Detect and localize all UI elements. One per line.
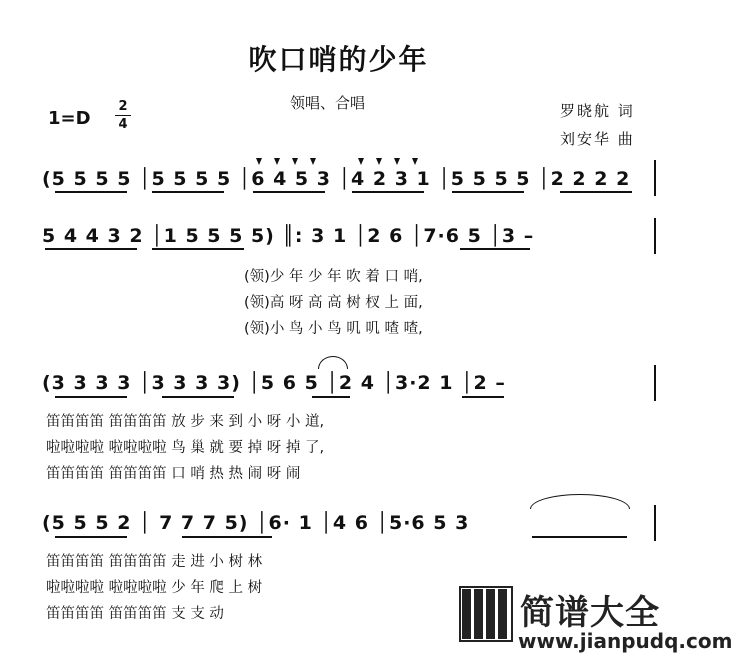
notes-row-4: (5 5 5 2 │ 7 7 7 5) │6· 1 │4 6 │5·6 5 3 [42,512,470,534]
meter-line [115,115,131,116]
beam-line [312,396,350,398]
notes-row-1: (5 5 5 5 │5 5 5 5 │6 4 5 3 │4 2 3 1 │5 5 5 5 │2 2 2 2 [42,168,631,190]
lyric-line: (领)高 呀 高 高 树 杈 上 面, [244,295,423,311]
lyric-line: 笛笛笛笛 笛笛笛笛 支 支 动 [46,606,224,622]
accent-mark [358,158,364,165]
piano-keys-icon [458,585,514,645]
watermark-url: www.jianpudq.com [518,629,732,653]
beam-line [45,248,137,250]
beam-line [462,396,504,398]
lyric-line: 笛笛笛笛 笛笛笛笛 放 步 来 到 小 呀 小 道, [46,414,325,430]
tie-mark [530,494,630,509]
accent-mark [394,158,400,165]
accent-mark [292,158,298,165]
beam-line [253,191,325,193]
bar-line [654,365,656,401]
beam-line [55,536,127,538]
notes-row-3: (3 3 3 3 │3 3 3 3) │5 6 5 │2 4 │3·2 1 │2 – [42,372,506,394]
lyric-line: 啦啦啦啦 啦啦啦啦 鸟 巢 就 要 掉 呀 掉 了, [46,440,325,456]
time-signature [115,99,131,132]
meter-bottom: 4 [118,117,128,132]
performance-note: 领唱、合唱 [290,94,366,112]
bar-line [654,160,656,196]
song-title: 吹口哨的少年 [248,43,429,76]
beam-line [460,248,530,250]
accent-mark [256,158,262,165]
site-watermark [458,585,732,659]
lyric-line: 笛笛笛笛 笛笛笛笛 口 哨 热 热 闹 呀 闹 [46,466,301,482]
beam-line [452,191,524,193]
accent-mark [412,158,418,165]
accent-mark [310,158,316,165]
bar-line [654,505,656,541]
notes-row-2: 5 4 4 3 2 │1 5 5 5 5) ║: 3 1 │2 6 │7·6 5 │3 – [42,225,535,247]
lyric-line: (领)少 年 少 年 吹 着 口 哨, [244,269,423,285]
beam-line [55,191,127,193]
key-signature: 1=D [48,108,91,129]
tie-mark [318,356,348,369]
beam-line [182,536,272,538]
lyric-line: 笛笛笛笛 笛笛笛笛 走 进 小 树 林 [46,554,263,570]
accent-mark [376,158,382,165]
beam-line [55,396,127,398]
composer-credit: 刘安华 曲 [560,130,635,148]
beam-line [152,248,244,250]
beam-line [152,191,224,193]
watermark-brand: 简谱大全 [520,593,660,633]
lyricist-credit: 罗晓航 词 [560,102,635,120]
lyric-line: (领)小 鸟 小 鸟 叽 叽 喳 喳, [244,321,423,337]
bar-line [654,218,656,254]
meter-top: 2 [118,99,128,114]
beam-line [560,191,632,193]
accent-mark [274,158,280,165]
beam-line [352,191,424,193]
beam-line [162,396,234,398]
lyric-line: 啦啦啦啦 啦啦啦啦 少 年 爬 上 树 [46,580,263,596]
beam-line [532,536,627,538]
